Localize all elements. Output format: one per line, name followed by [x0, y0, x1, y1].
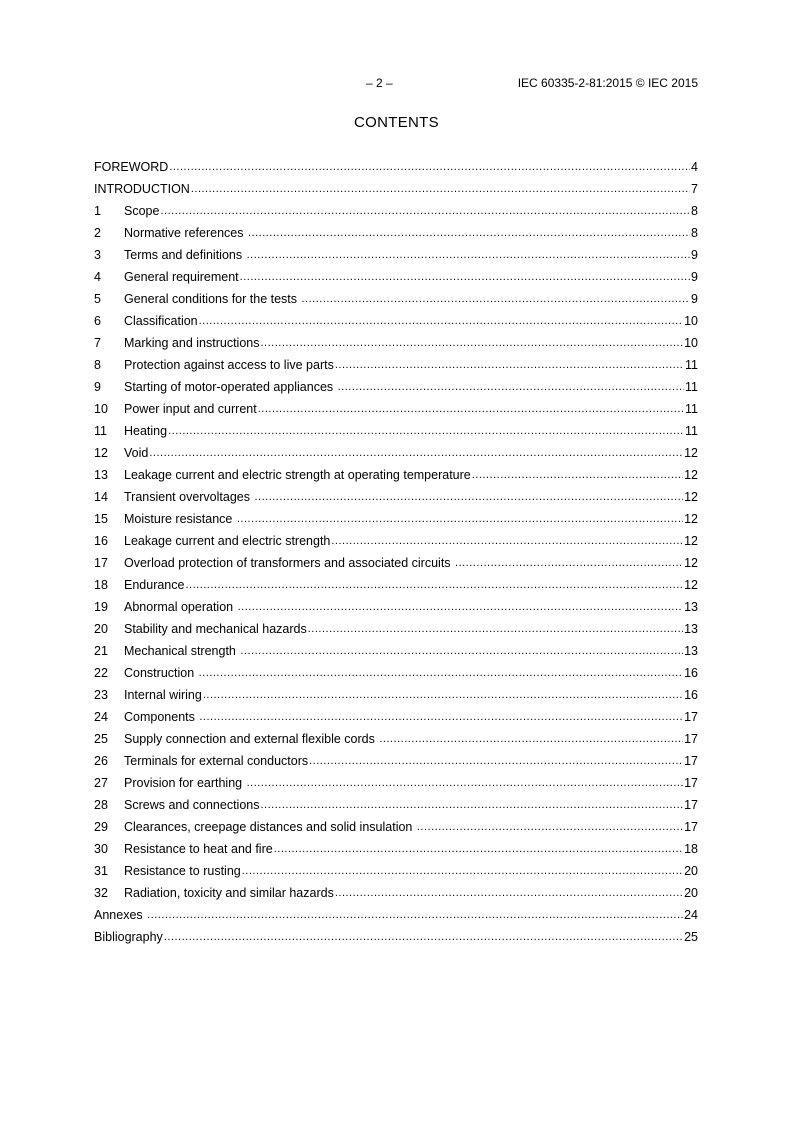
toc-dot-leader: [240, 265, 690, 288]
toc-entry[interactable]: [94, 376, 698, 398]
toc-entry[interactable]: [94, 200, 698, 222]
toc-entry-number: 11: [94, 424, 107, 438]
toc-entry-title: Abnormal operation: [124, 600, 237, 614]
toc-entry-number: 27: [94, 776, 108, 790]
toc-dot-leader: [199, 705, 683, 728]
toc-entry-page: 10: [684, 336, 698, 350]
toc-entry-title: Scope: [124, 204, 160, 218]
toc-entry-page: 8: [691, 226, 698, 240]
toc-entry[interactable]: [94, 420, 698, 442]
toc-entry[interactable]: [94, 640, 698, 662]
toc-dot-leader: [261, 793, 684, 816]
toc-entry-number: 28: [94, 798, 108, 812]
toc-entry[interactable]: [94, 332, 698, 354]
toc-entry[interactable]: [94, 926, 698, 948]
toc-entry-page: 12: [684, 468, 698, 482]
toc-entry-title: INTRODUCTION: [94, 182, 190, 196]
standard-reference: IEC 60335-2-81:2015 © IEC 2015: [517, 76, 698, 90]
toc-entry-page: 11: [685, 402, 698, 416]
toc-entry-number: 18: [94, 578, 108, 592]
toc-dot-leader: [308, 617, 683, 640]
toc-entry-page: 9: [691, 292, 698, 306]
toc-entry-page: 17: [684, 732, 698, 746]
toc-dot-leader: [335, 881, 683, 904]
toc-entry-page: 18: [684, 842, 698, 856]
toc-entry-title: FOREWORD: [94, 160, 169, 174]
toc-entry-page: 11: [685, 380, 698, 394]
toc-entry-page: 4: [691, 160, 698, 174]
toc-entry-title: Normative references: [124, 226, 247, 240]
toc-entry-page: 13: [684, 622, 698, 636]
toc-entry[interactable]: [94, 794, 698, 816]
toc-dot-leader: [199, 661, 683, 684]
toc-entry-page: 13: [684, 600, 698, 614]
toc-entry-number: 4: [94, 270, 101, 284]
toc-entry-number: 7: [94, 336, 101, 350]
toc-dot-leader: [160, 199, 690, 222]
table-of-contents: [94, 156, 698, 948]
toc-entry-title: Starting of motor-operated appliances: [124, 380, 337, 394]
toc-entry-number: 16: [94, 534, 108, 548]
toc-entry-title: Clearances, creepage distances and solid insulation: [124, 820, 416, 834]
toc-entry-title: Endurance: [124, 578, 185, 592]
toc-entry-page: 12: [684, 512, 698, 526]
toc-entry-number: 30: [94, 842, 108, 856]
toc-entry-title: Internal wiring: [124, 688, 202, 702]
toc-entry-page: 17: [684, 710, 698, 724]
toc-entry-title: Overload protection of transformers and associated circuits: [124, 556, 455, 570]
toc-entry-title: Stability and mechanical hazards: [124, 622, 307, 636]
toc-entry-page: 11: [685, 424, 698, 438]
toc-entry-title: Leakage current and electric strength: [124, 534, 331, 548]
toc-dot-leader: [203, 683, 683, 706]
toc-dot-leader: [238, 595, 684, 618]
toc-entry-page: 24: [684, 908, 698, 922]
toc-entry-page: 17: [684, 776, 698, 790]
toc-entry[interactable]: [94, 508, 698, 530]
toc-dot-leader: [417, 815, 683, 838]
toc-dot-leader: [309, 749, 683, 772]
toc-entry[interactable]: [94, 618, 698, 640]
toc-dot-leader: [274, 837, 683, 860]
toc-entry-page: 17: [684, 798, 698, 812]
toc-entry[interactable]: [94, 596, 698, 618]
toc-entry[interactable]: [94, 310, 698, 332]
toc-entry-title: Radiation, toxicity and similar hazards: [124, 886, 334, 900]
toc-entry[interactable]: [94, 662, 698, 684]
toc-entry[interactable]: [94, 904, 698, 926]
toc-entry-number: 23: [94, 688, 108, 702]
toc-entry[interactable]: [94, 816, 698, 838]
toc-entry[interactable]: [94, 552, 698, 574]
toc-entry[interactable]: [94, 728, 698, 750]
toc-dot-leader: [335, 353, 684, 376]
toc-entry-page: 16: [684, 688, 698, 702]
toc-entry-page: 16: [684, 666, 698, 680]
toc-dot-leader: [247, 771, 684, 794]
toc-entry-title: General conditions for the tests: [124, 292, 301, 306]
toc-dot-leader: [247, 243, 690, 266]
toc-dot-leader: [199, 309, 683, 332]
toc-entry-page: 12: [684, 490, 698, 504]
toc-entry-number: 2: [94, 226, 101, 240]
toc-entry[interactable]: [94, 750, 698, 772]
toc-entry-number: 3: [94, 248, 101, 262]
toc-entry[interactable]: [94, 574, 698, 596]
toc-entry-title: Components: [124, 710, 199, 724]
toc-entry-title: Power input and current: [124, 402, 257, 416]
toc-entry-title: Leakage current and electric strength at operating temperature: [124, 468, 471, 482]
toc-entry-title: Provision for earthing: [124, 776, 246, 790]
toc-entry-page: 17: [684, 754, 698, 768]
toc-entry-number: 19: [94, 600, 108, 614]
toc-dot-leader: [472, 463, 683, 486]
toc-dot-leader: [301, 287, 690, 310]
page-header: [94, 76, 698, 92]
toc-entry[interactable]: [94, 398, 698, 420]
toc-dot-leader: [331, 529, 683, 552]
toc-dot-leader: [258, 397, 684, 420]
toc-entry[interactable]: [94, 244, 698, 266]
toc-dot-leader: [455, 551, 683, 574]
toc-entry-title: Mechanical strength: [124, 644, 240, 658]
toc-entry-page: 9: [691, 270, 698, 284]
toc-entry-title: Supply connection and external flexible cords: [124, 732, 379, 746]
toc-dot-leader: [147, 903, 683, 926]
toc-entry-title: Resistance to heat and fire: [124, 842, 273, 856]
toc-entry-page: 10: [684, 314, 698, 328]
toc-entry-number: 25: [94, 732, 108, 746]
toc-dot-leader: [240, 639, 683, 662]
page-title: CONTENTS: [354, 114, 439, 131]
toc-entry-page: 12: [684, 534, 698, 548]
toc-entry-number: 22: [94, 666, 108, 680]
toc-entry-number: 12: [94, 446, 108, 460]
toc-entry[interactable]: [94, 838, 698, 860]
toc-entry-page: 12: [684, 446, 698, 460]
toc-entry-page: 8: [691, 204, 698, 218]
toc-dot-leader: [164, 925, 683, 948]
toc-entry-page: 20: [684, 886, 698, 900]
toc-entry-page: 17: [684, 820, 698, 834]
toc-dot-leader: [242, 859, 683, 882]
toc-dot-leader: [191, 177, 690, 200]
toc-entry-title: Moisture resistance: [124, 512, 236, 526]
toc-entry-title: Annexes: [94, 908, 147, 922]
toc-entry-page: 13: [684, 644, 698, 658]
toc-dot-leader: [168, 419, 684, 442]
toc-entry-title: General requirement: [124, 270, 239, 284]
toc-dot-leader: [248, 221, 690, 244]
toc-dot-leader: [237, 507, 683, 530]
toc-entry-number: 26: [94, 754, 108, 768]
toc-entry-page: 9: [691, 248, 698, 262]
toc-entry-title: Void: [124, 446, 149, 460]
toc-entry-title: Protection against access to live parts: [124, 358, 334, 372]
page-number: – 2 –: [366, 76, 393, 90]
toc-entry-number: 24: [94, 710, 108, 724]
toc-entry-title: Bibliography: [94, 930, 163, 944]
toc-entry-page: 7: [691, 182, 698, 196]
toc-entry-page: 11: [685, 358, 698, 372]
toc-entry-title: Construction: [124, 666, 198, 680]
toc-entry-title: Transient overvoltages: [124, 490, 254, 504]
toc-entry-number: 15: [94, 512, 108, 526]
toc-entry[interactable]: [94, 882, 698, 904]
toc-entry-title: Classification: [124, 314, 198, 328]
toc-entry-number: 21: [94, 644, 108, 658]
toc-entry-number: 14: [94, 490, 108, 504]
toc-entry-number: 13: [94, 468, 108, 482]
toc-entry[interactable]: [94, 860, 698, 882]
toc-entry-title: Marking and instructions: [124, 336, 260, 350]
toc-entry[interactable]: [94, 486, 698, 508]
toc-entry-title: Resistance to rusting: [124, 864, 241, 878]
toc-entry-number: 8: [94, 358, 101, 372]
toc-entry-number: 5: [94, 292, 101, 306]
toc-entry-page: 20: [684, 864, 698, 878]
toc-dot-leader: [260, 331, 683, 354]
toc-entry[interactable]: [94, 772, 698, 794]
toc-entry[interactable]: [94, 530, 698, 552]
toc-entry-number: 1: [94, 204, 101, 218]
toc-entry[interactable]: [94, 354, 698, 376]
toc-entry-number: 9: [94, 380, 101, 394]
toc-entry[interactable]: [94, 442, 698, 464]
toc-entry-number: 31: [94, 864, 108, 878]
toc-entry-page: 12: [684, 556, 698, 570]
toc-entry-page: 12: [684, 578, 698, 592]
toc-entry-number: 6: [94, 314, 101, 328]
toc-entry-number: 10: [94, 402, 108, 416]
toc-entry-number: 29: [94, 820, 108, 834]
toc-entry[interactable]: [94, 706, 698, 728]
toc-entry-number: 17: [94, 556, 108, 570]
toc-entry[interactable]: [94, 684, 698, 706]
toc-dot-leader: [254, 485, 683, 508]
toc-dot-leader: [338, 375, 684, 398]
toc-entry[interactable]: [94, 464, 698, 486]
toc-dot-leader: [169, 155, 690, 178]
toc-entry[interactable]: [94, 288, 698, 310]
toc-entry[interactable]: [94, 178, 698, 200]
toc-entry-page: 25: [684, 930, 698, 944]
toc-dot-leader: [379, 727, 683, 750]
toc-entry-number: 32: [94, 886, 108, 900]
toc-entry-number: 20: [94, 622, 108, 636]
toc-entry[interactable]: [94, 156, 698, 178]
toc-entry-title: Screws and connections: [124, 798, 260, 812]
toc-entry-title: Terms and definitions: [124, 248, 246, 262]
toc-dot-leader: [149, 441, 683, 464]
toc-entry-title: Terminals for external conductors: [124, 754, 309, 768]
toc-dot-leader: [185, 573, 683, 596]
toc-entry[interactable]: [94, 266, 698, 288]
toc-entry[interactable]: [94, 222, 698, 244]
toc-entry-title: Heating: [124, 424, 168, 438]
